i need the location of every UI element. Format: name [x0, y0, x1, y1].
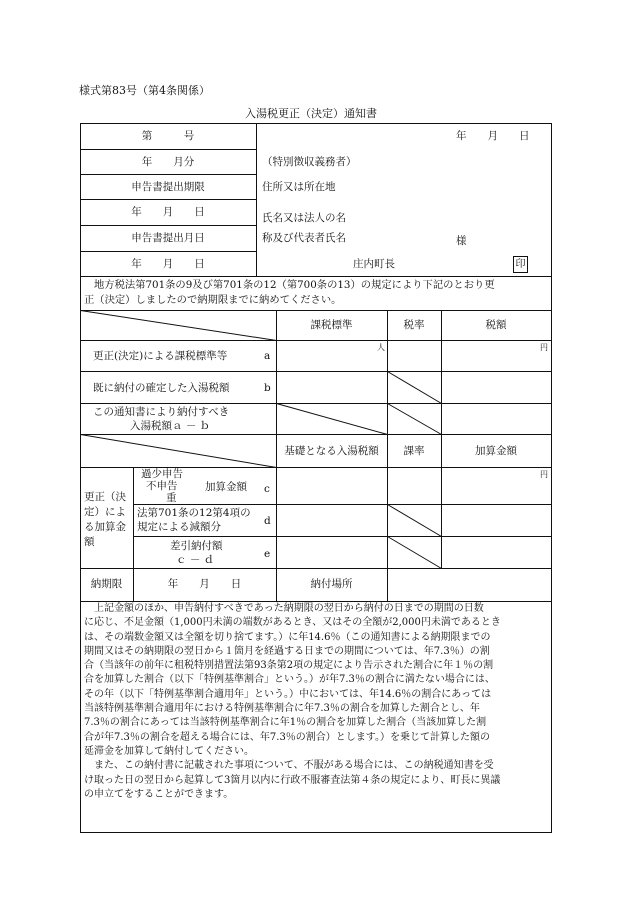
notice-number-label: 第 号 — [141, 130, 195, 142]
notes-line: 7.3％の割合にあっては当該特例基準割合に年1％の割合を加算した割合（当該加算した割 — [84, 717, 487, 729]
group-label-1: 更正（決 — [84, 491, 126, 503]
notes-line: 延滞金を加算して納付してください。 — [84, 745, 254, 757]
stack-under-report: 過少申告 — [141, 468, 183, 480]
row-e-key: e — [264, 548, 271, 560]
mayor-label: 庄内町長 — [353, 258, 395, 270]
row-a-key: a — [264, 350, 271, 362]
document-title: 入湯税更正（決定）通知書 — [245, 107, 377, 120]
unit-person: 人 — [377, 343, 385, 352]
group-label-2: 定）によ — [84, 506, 126, 518]
payment-deadline-date: 年 月 日 — [167, 578, 242, 590]
filing-date-label: 申告書提出月日 — [131, 232, 205, 244]
name-label-1: 氏名又は法人の名 — [262, 212, 346, 224]
obligor-label: （特別徴収義務者） — [262, 156, 357, 168]
intro-line-2: 正（決定）しましたので納期限までに納めてください。 — [84, 294, 342, 306]
notes-line: 合が年7.3％の割合を超える場合には、年7.3％の割合）とします。）を乗じて計算した額の — [84, 731, 491, 743]
add-amount-label: 加算金額 — [205, 481, 247, 493]
net-payment-label-2: ｃ － ｄ — [176, 554, 215, 566]
col-additional-amount: 加算金額 — [475, 445, 517, 457]
notes-line: 期間又はその納期限の翌日から１箇月を経過する日までの期間については、年7.3％）の割 — [84, 645, 490, 657]
group-label-4: 額 — [84, 536, 95, 548]
issue-date: 年 月 日 — [456, 130, 530, 142]
honorific: 様 — [456, 235, 467, 247]
notes-line: の申立てをすることができます。 — [84, 788, 234, 800]
tax-month-label: 年 月分 — [141, 156, 195, 168]
col-base-tax: 基礎となる入湯税額 — [284, 445, 379, 457]
unit-yen-2: 円 — [540, 470, 548, 479]
stack-heavy: 重 — [166, 492, 177, 504]
form-number: 様式第83号（第4条関係） — [79, 84, 210, 97]
row-a-label: 更正(決定)による課税標準等 — [93, 350, 228, 362]
reduction-label-1: 法第701条の12第4項の — [137, 507, 251, 519]
notes-line: に応じ、不足金額（1,000円未満の端数があるとき、又はその全額が2,000円未満であるとき — [84, 617, 501, 629]
row-d-key: d — [264, 515, 271, 527]
col-levy-rate: 課率 — [403, 445, 425, 457]
notes-line: 合（当該年の前年に租税特別措置法第93条第2項の規定により告示された割合に年１％の割 — [84, 660, 494, 672]
intro-line-1: 地方税法第701条の9及び第701条の12（第700条の13）の規定により下記のとおり更 — [94, 279, 495, 291]
filing-deadline-date: 年 月 日 — [131, 206, 205, 218]
notes-line: その年（以下「特例基準割合適用年」という。）中においては、年14.6％の割合にあっては — [84, 688, 492, 700]
col-tax-rate: 税率 — [403, 319, 425, 331]
seal-mark: 印 — [513, 256, 528, 273]
group-label-3: る加算金 — [84, 521, 126, 533]
filing-deadline-label: 申告書提出期限 — [131, 181, 205, 193]
notes-line: また、この納付書に記載された事項について、不服がある場合には、この納税通知書を受 — [84, 760, 494, 772]
row-c-key: c — [264, 483, 270, 495]
name-label-2: 称及び代表者氏名 — [262, 232, 346, 244]
row-b-label: 既に納付の確定した入湯税額 — [93, 382, 230, 394]
notes-line: け取った日の翌日から起算して3箇月以内に行政不服審査法第４条の規定により、町長に異議 — [84, 774, 501, 786]
notes-line: 当該特例基準割合適用年における特例基準割合に年7.3％の割合を加算した割合とし、年 — [84, 703, 480, 715]
row-ab-label-1: この通知書により納付すべき — [93, 406, 230, 418]
net-payment-label-1: 差引納付額 — [170, 540, 223, 552]
notes-line: は、その端数金額又は全額を切り捨てます。）に年14.6％（この通知書による納期限までの — [84, 631, 491, 643]
notes-line: 合を加算した割合（以下「特例基準割合」という。）が年7.3％の割合に満たない場合には、 — [84, 674, 495, 686]
payment-deadline-label: 納期限 — [90, 578, 123, 590]
payment-place-label: 納付場所 — [310, 578, 353, 590]
unit-yen-1: 円 — [540, 343, 548, 352]
address-label: 住所又は所在地 — [262, 181, 336, 193]
notes-line: 上記金額のほか、申告納付すべきであった納期限の翌日から納付の日までの期間の日数 — [84, 603, 484, 614]
col-tax-base: 課税標準 — [310, 319, 353, 331]
filing-date-value: 年 月 日 — [131, 258, 205, 270]
stack-no-report: 不申告 — [146, 480, 178, 492]
reduction-label-2: 規定による減額分 — [137, 521, 221, 533]
notes-section — [84, 602, 548, 802]
row-ab-label-2: 入湯税額ａ － ｂ — [130, 420, 211, 432]
row-b-key: b — [264, 382, 271, 394]
col-tax-amount: 税額 — [485, 319, 507, 331]
